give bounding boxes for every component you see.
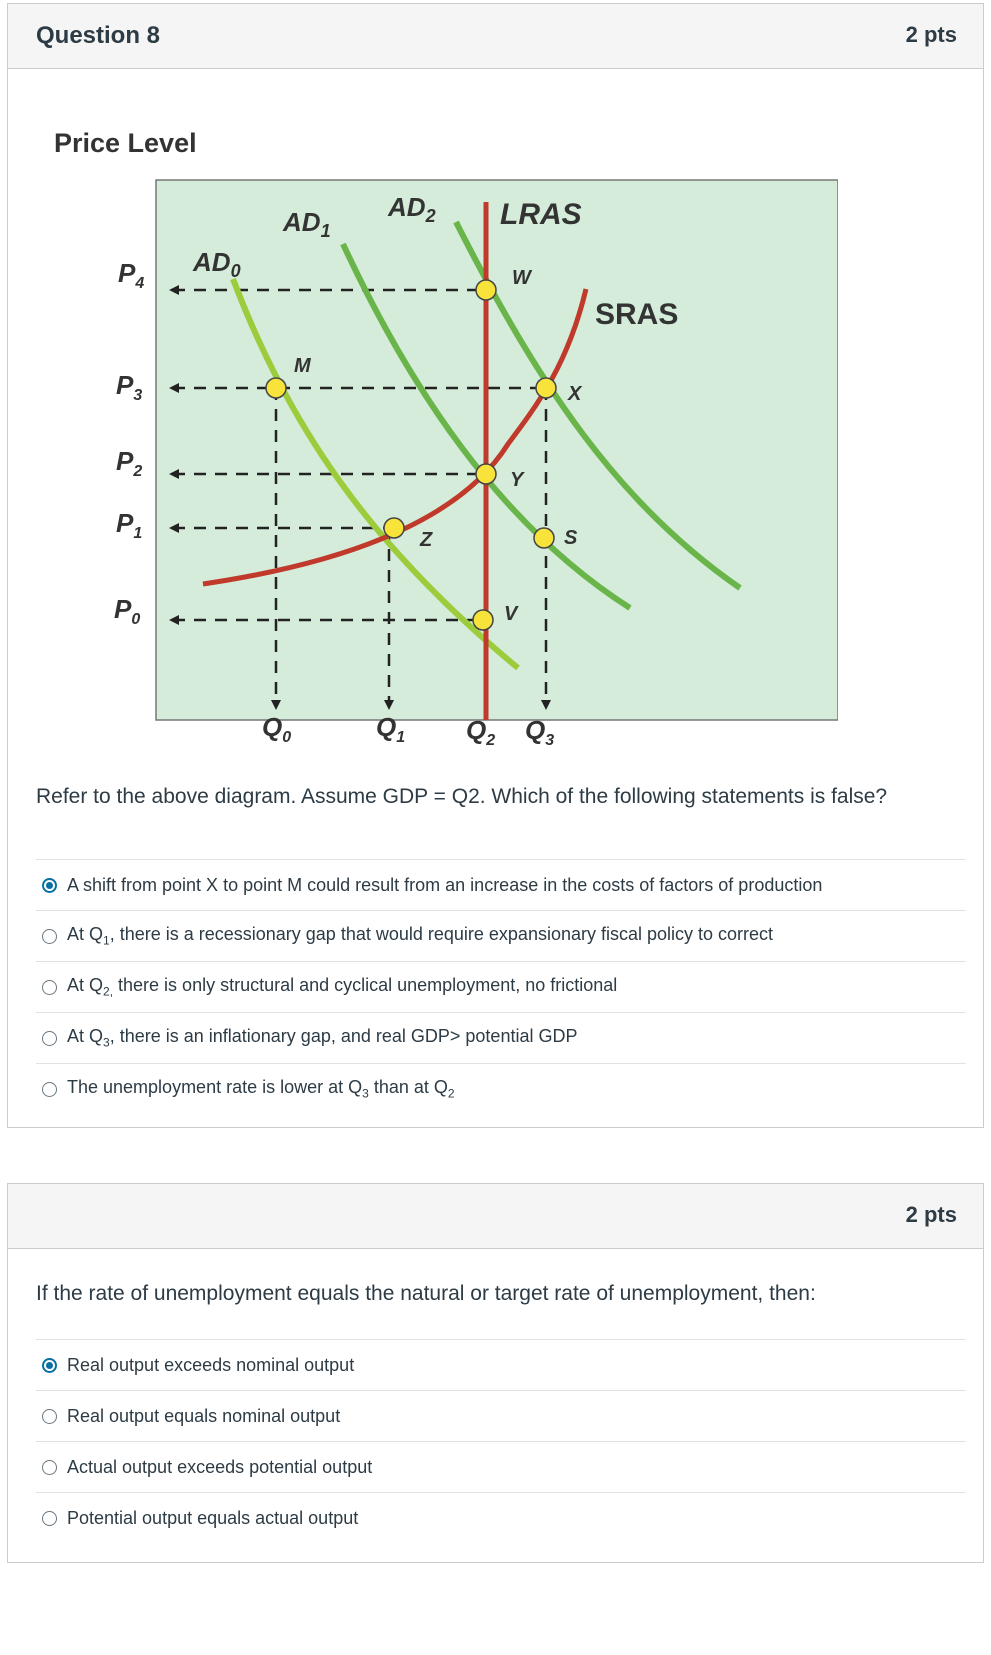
answer-text: At $Q_1$, there is a recessionary gap that would require expansionary fiscal policy to correct	[67, 924, 774, 948]
point-y	[476, 464, 496, 484]
point-m	[266, 378, 286, 398]
p3-label: $P_3$	[116, 370, 143, 404]
answer-text: A shift from point X to point M could result from an increase in the costs of factors of production	[67, 874, 823, 895]
p0-label: $P_0$	[114, 594, 141, 628]
label-s: S	[564, 527, 578, 549]
answer-list	[36, 1339, 966, 1543]
answer-option-2[interactable]	[36, 910, 966, 961]
answer-list	[36, 859, 966, 1114]
label-z: Z	[420, 529, 433, 551]
point-w	[476, 280, 496, 300]
question-points: 2 pts	[905, 1202, 957, 1227]
q1-label: $Q_1$	[376, 712, 406, 746]
q2-label: $Q_2$	[466, 715, 496, 749]
answer-text: Actual output exceeds potential output	[67, 1456, 373, 1477]
label-y: Y	[510, 469, 524, 491]
y-axis-label: Price Level	[54, 128, 197, 158]
point-v	[473, 610, 493, 630]
question-header	[8, 1184, 983, 1249]
answer-text: Real output exceeds nominal output	[67, 1354, 355, 1375]
p4-label: $P_4$	[118, 258, 145, 292]
radio-icon[interactable]	[42, 1511, 57, 1526]
radio-icon[interactable]	[42, 980, 57, 995]
question-card-8	[7, 3, 984, 1128]
point-s	[534, 528, 554, 548]
label-x: X	[568, 383, 582, 405]
question-prompt: Refer to the above diagram. Assume GDP = Q2. Which of the following statements is false?	[36, 785, 888, 808]
point-x	[536, 378, 556, 398]
label-v: V	[504, 603, 518, 625]
answer-text: Potential output equals actual output	[67, 1507, 359, 1528]
sras-label: SRAS	[595, 298, 679, 331]
p2-label: $P_2$	[116, 446, 143, 480]
ad-as-diagram	[38, 124, 838, 764]
point-z	[384, 518, 404, 538]
answer-text: The unemployment rate is lower at $Q_3$ than at $Q_2$	[67, 1077, 455, 1101]
answer-option-1[interactable]	[36, 1339, 966, 1390]
answer-option-2[interactable]	[36, 1390, 966, 1441]
radio-selected-icon[interactable]	[42, 1358, 57, 1373]
radio-icon[interactable]	[42, 1460, 57, 1475]
answer-text: At $Q_{2,}$ there is only structural and cyclical unemployment, no frictional	[67, 975, 618, 999]
ad0-label: $AD_0$	[193, 247, 241, 281]
answer-option-3[interactable]	[36, 1441, 966, 1492]
p1-label: $P_1$	[116, 508, 143, 542]
radio-selected-icon[interactable]	[42, 878, 57, 893]
answer-text: Real output equals nominal output	[67, 1405, 341, 1426]
answer-option-1[interactable]	[36, 859, 966, 910]
answer-text: At $Q_3$, there is an inflationary gap, and real GDP> potential GDP	[67, 1026, 578, 1050]
radio-icon[interactable]	[42, 929, 57, 944]
answer-option-4[interactable]	[36, 1492, 966, 1543]
answer-option-5[interactable]	[36, 1063, 966, 1114]
radio-icon[interactable]	[42, 1409, 57, 1424]
label-m: M	[294, 355, 311, 377]
ad2-label: $AD_2$	[388, 192, 436, 226]
radio-icon[interactable]	[42, 1031, 57, 1046]
q0-label: $Q_0$	[262, 712, 292, 746]
lras-label: LRAS	[500, 198, 582, 231]
question-points: 2 pts	[905, 22, 957, 47]
question-prompt: If the rate of unemployment equals the natural or target rate of unemployment, then:	[36, 1282, 816, 1305]
question-card-9	[7, 1183, 984, 1563]
question-title: Question 8	[36, 22, 161, 49]
label-w: W	[512, 267, 531, 289]
radio-icon[interactable]	[42, 1082, 57, 1097]
plot-area	[156, 180, 838, 720]
ad1-label: $AD_1$	[283, 207, 331, 241]
answer-option-3[interactable]	[36, 961, 966, 1012]
q3-label: $Q_3$	[525, 715, 555, 749]
question-header	[8, 4, 983, 69]
answer-option-4[interactable]	[36, 1012, 966, 1063]
